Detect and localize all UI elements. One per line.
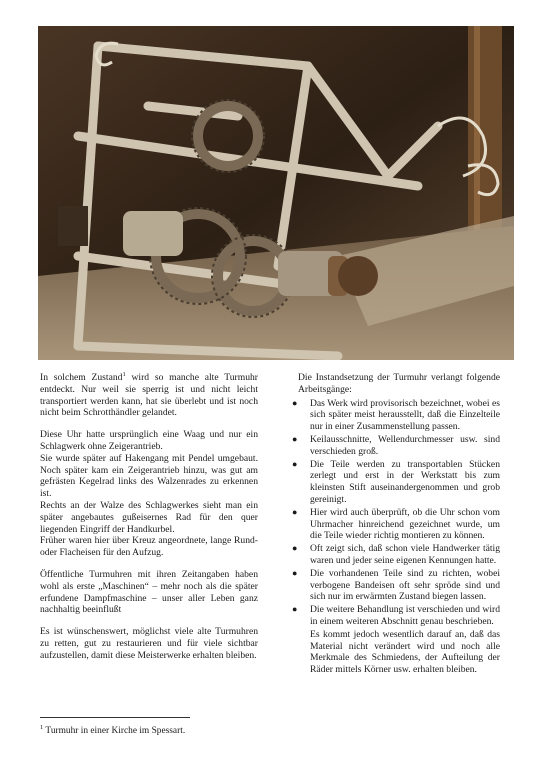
step-text: Keilausschnitte, Wellendurchmesser usw. sind verschieden groß. [310,433,500,457]
footnote-reference[interactable]: 1 [122,370,126,378]
clock-mechanism-photo [38,26,514,360]
list-item [292,434,500,458]
bullet-icon: ● [292,543,298,554]
bullet-icon: ● [292,458,298,469]
step-text: Die vorhandenen Teile sind zu richten, wobei verbogene Bandeisen oft sehr spröde sind und sich nur im erwärmten Zustand biegen lassen. [310,567,500,603]
history-line-3: Rechts an der Walze des Schlagwerkes sieht man ein später angebautes gußeisernes Rad für den quer liegenden Eingriff der Handkurbel. [40,499,258,535]
footnote-text: Turmuhr in einer Kirche im Spessart. [43,726,186,737]
machines-paragraph: Öffentliche Turmuhren mit ihren Zeitangaben haben wohl als erste „Maschinen“ – mehr noch als die später erfundene Dampfmaschine – unser aller Leben ganz nachhaltig beeinflußt [40,568,258,616]
footnote [40,724,185,736]
list-item [292,568,500,603]
step-text: Die Teile werden zu transportablen Stücken zerlegt und erst in der Werkstatt bis zum kleinsten Stift auseinandergenommen und grob gereinigt. [310,458,500,505]
intro-paragraph [40,372,258,419]
left-text-column [40,372,258,672]
bullet-icon: ● [292,506,298,517]
clock-mechanism-illustration [38,26,514,360]
bullet-icon: ● [292,567,298,578]
footnote-divider [40,717,190,718]
intro-text-start: In solchem Zustand [40,372,123,383]
step-text: Das Werk wird provisorisch bezeichnet, wobei es sich später meist herausstellt, daß die Einzelteile nur in einer Zusammenstellung passen. [310,397,500,433]
right-text-column [292,372,500,676]
intro-text-end: wird so manche alte Turmuhr entdeckt. Nur weil sie sperrig ist und nicht leicht transportiert werden kann, hat sie überlebt und ist noch nicht beim Schrotthändler gelandet. [40,372,258,419]
history-line-4: Früher waren hier über Kreuz angeordnete, lange Rund- oder Flacheisen für den Aufzug. [40,535,258,559]
list-item [292,459,500,506]
steps-intro: Die Instandsetzung der Turmuhr verlangt folgende Arbeitsgänge: [298,372,500,395]
step-text: Oft zeigt sich, daß schon viele Handwerker tätig waren und jeder seine eigenen Kennungen hatte. [310,543,500,566]
bullet-icon: ● [292,604,298,615]
steps-list [292,398,500,628]
list-item [292,604,500,628]
list-item [292,398,500,433]
history-line-2: Sie wurde später auf Hakengang mit Pendel umgebaut. Noch später kam ein Zeigerantrieb hinzu, was gut am gefrästen Kegelrad links des Walzenrades zu erkennen ist. [40,452,258,500]
bullet-icon: ● [292,397,298,408]
history-line-1: Diese Uhr hatte ursprünglich eine Waag und nur ein Schlagwerk ohne Zeigerantrieb. [40,429,258,452]
history-paragraph [40,429,258,559]
list-item [292,507,500,542]
preservation-paragraph: Es ist wünschenswert, möglichst viele alte Turmuhren zu retten, gut zu restaurieren und für viele sichtbar aufzustellen, damit diese Meisterwerke erhalten bleiben. [40,626,258,661]
step-text: Hier wird auch überprüft, ob die Uhr schon vom Uhrmacher hinreichend gezeichnet wurde, um die Teile wieder richtig montieren zu können. [310,506,500,542]
bullet-icon: ● [292,433,298,444]
footnote-marker: 1 [40,724,44,731]
step-text: Die weitere Behandlung ist verschieden und wird in einem weiteren Abschnitt genau beschrieben. [310,604,500,627]
list-item [292,543,500,567]
closing-paragraph: Es kommt jedoch wesentlich darauf an, daß das Material nicht verändert wird und noch alle Merkmale des Schmiedens, der Aufteilung der Räder mittels Körner usw. erhalten bleiben. [310,628,500,676]
